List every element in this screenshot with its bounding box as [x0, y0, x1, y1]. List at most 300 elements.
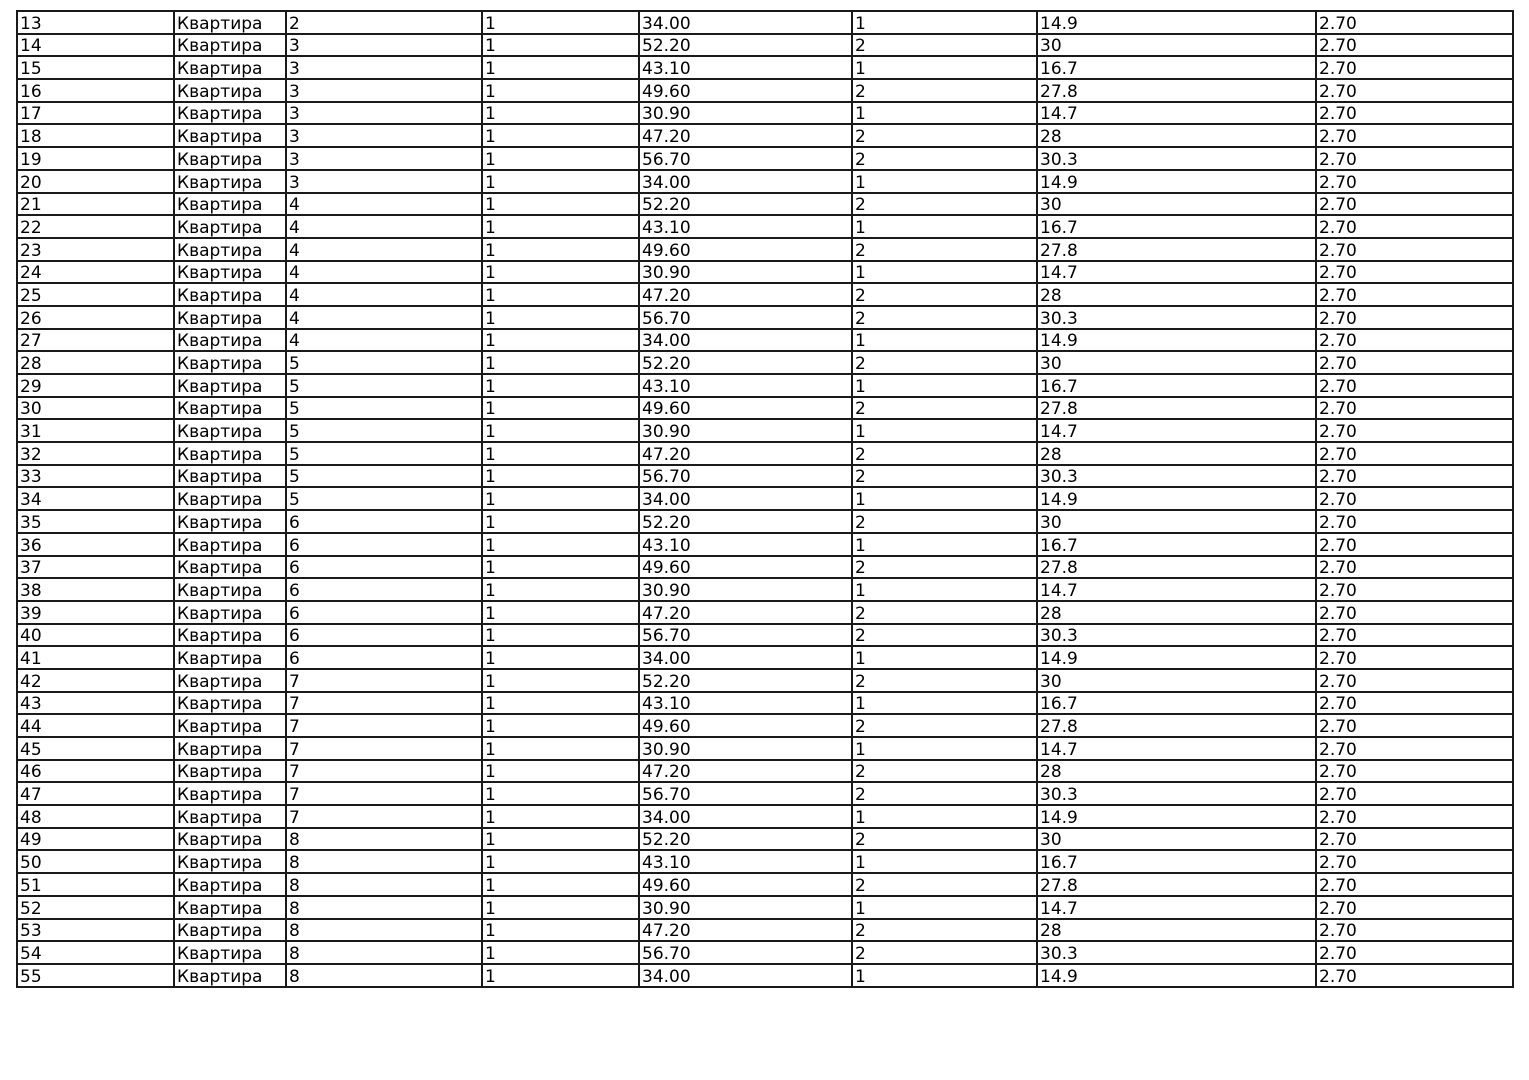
table-row: [17, 601, 1513, 624]
cell-ceiling-height: 2.70: [1316, 283, 1513, 306]
cell-floor: 3: [286, 102, 482, 125]
cell-total-area: 34.00: [639, 487, 852, 510]
cell-rooms: 2: [852, 601, 1037, 624]
cell-ceiling-height: 2.70: [1316, 850, 1513, 873]
cell-floor: 6: [286, 510, 482, 533]
cell-total-area: 43.10: [639, 850, 852, 873]
cell-total-area: 52.20: [639, 193, 852, 216]
cell-level: 1: [482, 601, 639, 624]
cell-living-area: 27.8: [1037, 79, 1316, 102]
cell-total-area: 34.00: [639, 805, 852, 828]
cell-level: 1: [482, 624, 639, 647]
cell-type: Квартира: [174, 714, 286, 737]
cell-living-area: 30.3: [1037, 147, 1316, 170]
cell-type: Квартира: [174, 487, 286, 510]
cell-ceiling-height: 2.70: [1316, 533, 1513, 556]
table-row: [17, 124, 1513, 147]
cell-ceiling-height: 2.70: [1316, 624, 1513, 647]
cell-living-area: 16.7: [1037, 850, 1316, 873]
cell-living-area: 14.7: [1037, 102, 1316, 125]
cell-total-area: 56.70: [639, 941, 852, 964]
table-row: [17, 442, 1513, 465]
cell-number: 37: [17, 556, 174, 579]
cell-ceiling-height: 2.70: [1316, 442, 1513, 465]
cell-rooms: 1: [852, 578, 1037, 601]
table-row: [17, 828, 1513, 851]
cell-floor: 5: [286, 442, 482, 465]
cell-rooms: 2: [852, 669, 1037, 692]
cell-level: 1: [482, 11, 639, 34]
cell-type: Квартира: [174, 238, 286, 261]
cell-number: 48: [17, 805, 174, 828]
table-row: [17, 850, 1513, 873]
cell-total-area: 30.90: [639, 419, 852, 442]
cell-ceiling-height: 2.70: [1316, 828, 1513, 851]
cell-level: 1: [482, 556, 639, 579]
cell-living-area: 28: [1037, 760, 1316, 783]
cell-ceiling-height: 2.70: [1316, 329, 1513, 352]
cell-type: Квартира: [174, 964, 286, 987]
cell-floor: 7: [286, 760, 482, 783]
table-row: [17, 102, 1513, 125]
cell-type: Квартира: [174, 805, 286, 828]
cell-ceiling-height: 2.70: [1316, 34, 1513, 57]
cell-floor: 6: [286, 578, 482, 601]
cell-rooms: 2: [852, 34, 1037, 57]
cell-type: Квартира: [174, 873, 286, 896]
cell-rooms: 2: [852, 941, 1037, 964]
table-row: [17, 533, 1513, 556]
cell-level: 1: [482, 261, 639, 284]
cell-number: 50: [17, 850, 174, 873]
cell-type: Квартира: [174, 941, 286, 964]
cell-ceiling-height: 2.70: [1316, 170, 1513, 193]
cell-number: 33: [17, 465, 174, 488]
table-row: [17, 510, 1513, 533]
cell-ceiling-height: 2.70: [1316, 306, 1513, 329]
cell-level: 1: [482, 102, 639, 125]
cell-floor: 7: [286, 669, 482, 692]
table-row: [17, 419, 1513, 442]
cell-number: 20: [17, 170, 174, 193]
cell-total-area: 34.00: [639, 646, 852, 669]
cell-living-area: 30: [1037, 828, 1316, 851]
cell-type: Квартира: [174, 919, 286, 942]
cell-total-area: 30.90: [639, 102, 852, 125]
cell-living-area: 14.9: [1037, 646, 1316, 669]
table-row: [17, 329, 1513, 352]
cell-level: 1: [482, 442, 639, 465]
cell-type: Квартира: [174, 760, 286, 783]
cell-total-area: 56.70: [639, 306, 852, 329]
cell-number: 54: [17, 941, 174, 964]
table-row: [17, 964, 1513, 987]
cell-number: 26: [17, 306, 174, 329]
table-row: [17, 397, 1513, 420]
cell-ceiling-height: 2.70: [1316, 374, 1513, 397]
cell-floor: 3: [286, 56, 482, 79]
cell-number: 17: [17, 102, 174, 125]
cell-total-area: 43.10: [639, 374, 852, 397]
cell-ceiling-height: 2.70: [1316, 919, 1513, 942]
cell-floor: 8: [286, 919, 482, 942]
cell-total-area: 49.60: [639, 873, 852, 896]
cell-type: Квартира: [174, 79, 286, 102]
cell-floor: 3: [286, 170, 482, 193]
cell-rooms: 1: [852, 646, 1037, 669]
cell-level: 1: [482, 124, 639, 147]
cell-floor: 2: [286, 11, 482, 34]
cell-type: Квартира: [174, 624, 286, 647]
cell-ceiling-height: 2.70: [1316, 215, 1513, 238]
cell-total-area: 52.20: [639, 669, 852, 692]
cell-number: 40: [17, 624, 174, 647]
cell-floor: 5: [286, 465, 482, 488]
cell-living-area: 30.3: [1037, 465, 1316, 488]
cell-rooms: 1: [852, 11, 1037, 34]
cell-living-area: 16.7: [1037, 692, 1316, 715]
cell-total-area: 49.60: [639, 397, 852, 420]
table-row: [17, 692, 1513, 715]
cell-ceiling-height: 2.70: [1316, 465, 1513, 488]
cell-type: Квартира: [174, 11, 286, 34]
cell-rooms: 1: [852, 215, 1037, 238]
cell-number: 28: [17, 351, 174, 374]
cell-rooms: 1: [852, 170, 1037, 193]
table-row: [17, 941, 1513, 964]
cell-number: 14: [17, 34, 174, 57]
cell-level: 1: [482, 329, 639, 352]
cell-number: 24: [17, 261, 174, 284]
cell-type: Квартира: [174, 442, 286, 465]
cell-floor: 5: [286, 419, 482, 442]
table-row: [17, 487, 1513, 510]
cell-rooms: 2: [852, 442, 1037, 465]
cell-level: 1: [482, 692, 639, 715]
cell-floor: 4: [286, 306, 482, 329]
cell-ceiling-height: 2.70: [1316, 760, 1513, 783]
document-page: [16, 10, 1512, 988]
cell-ceiling-height: 2.70: [1316, 896, 1513, 919]
cell-type: Квартира: [174, 306, 286, 329]
table-row: [17, 56, 1513, 79]
cell-living-area: 14.7: [1037, 896, 1316, 919]
cell-floor: 4: [286, 261, 482, 284]
cell-type: Квартира: [174, 193, 286, 216]
cell-type: Квартира: [174, 510, 286, 533]
cell-type: Квартира: [174, 374, 286, 397]
table-row: [17, 79, 1513, 102]
cell-level: 1: [482, 306, 639, 329]
cell-total-area: 56.70: [639, 624, 852, 647]
cell-living-area: 28: [1037, 283, 1316, 306]
cell-ceiling-height: 2.70: [1316, 601, 1513, 624]
cell-level: 1: [482, 193, 639, 216]
cell-level: 1: [482, 805, 639, 828]
table-row: [17, 170, 1513, 193]
cell-total-area: 47.20: [639, 442, 852, 465]
cell-level: 1: [482, 919, 639, 942]
table-row: [17, 760, 1513, 783]
cell-floor: 6: [286, 624, 482, 647]
cell-ceiling-height: 2.70: [1316, 782, 1513, 805]
table-row: [17, 714, 1513, 737]
cell-number: 18: [17, 124, 174, 147]
cell-living-area: 27.8: [1037, 873, 1316, 896]
cell-ceiling-height: 2.70: [1316, 805, 1513, 828]
cell-rooms: 2: [852, 351, 1037, 374]
cell-rooms: 2: [852, 624, 1037, 647]
cell-number: 27: [17, 329, 174, 352]
cell-floor: 5: [286, 487, 482, 510]
cell-living-area: 30: [1037, 669, 1316, 692]
cell-total-area: 52.20: [639, 828, 852, 851]
cell-number: 55: [17, 964, 174, 987]
cell-level: 1: [482, 238, 639, 261]
cell-level: 1: [482, 351, 639, 374]
cell-number: 39: [17, 601, 174, 624]
cell-living-area: 14.7: [1037, 737, 1316, 760]
cell-level: 1: [482, 397, 639, 420]
cell-living-area: 30: [1037, 510, 1316, 533]
cell-total-area: 49.60: [639, 714, 852, 737]
cell-number: 41: [17, 646, 174, 669]
cell-type: Квартира: [174, 896, 286, 919]
table-row: [17, 34, 1513, 57]
cell-rooms: 2: [852, 79, 1037, 102]
cell-living-area: 27.8: [1037, 556, 1316, 579]
cell-living-area: 30.3: [1037, 941, 1316, 964]
cell-rooms: 2: [852, 147, 1037, 170]
table-row: [17, 11, 1513, 34]
cell-ceiling-height: 2.70: [1316, 964, 1513, 987]
cell-type: Квартира: [174, 215, 286, 238]
cell-number: 46: [17, 760, 174, 783]
cell-living-area: 14.9: [1037, 329, 1316, 352]
cell-level: 1: [482, 79, 639, 102]
cell-floor: 7: [286, 737, 482, 760]
cell-living-area: 16.7: [1037, 533, 1316, 556]
cell-type: Квартира: [174, 283, 286, 306]
table-row: [17, 805, 1513, 828]
cell-number: 25: [17, 283, 174, 306]
table-row: [17, 556, 1513, 579]
cell-number: 31: [17, 419, 174, 442]
cell-floor: 6: [286, 646, 482, 669]
cell-total-area: 47.20: [639, 601, 852, 624]
cell-total-area: 56.70: [639, 465, 852, 488]
table-row: [17, 646, 1513, 669]
cell-floor: 6: [286, 533, 482, 556]
cell-total-area: 47.20: [639, 283, 852, 306]
cell-total-area: 30.90: [639, 737, 852, 760]
cell-number: 44: [17, 714, 174, 737]
cell-living-area: 28: [1037, 124, 1316, 147]
table-row: [17, 283, 1513, 306]
cell-number: 47: [17, 782, 174, 805]
cell-level: 1: [482, 533, 639, 556]
cell-number: 16: [17, 79, 174, 102]
cell-rooms: 2: [852, 124, 1037, 147]
cell-total-area: 34.00: [639, 11, 852, 34]
cell-ceiling-height: 2.70: [1316, 261, 1513, 284]
cell-total-area: 43.10: [639, 56, 852, 79]
cell-type: Квартира: [174, 102, 286, 125]
cell-type: Квартира: [174, 170, 286, 193]
cell-total-area: 49.60: [639, 238, 852, 261]
cell-living-area: 28: [1037, 919, 1316, 942]
table-row: [17, 306, 1513, 329]
cell-number: 13: [17, 11, 174, 34]
cell-type: Квартира: [174, 578, 286, 601]
cell-ceiling-height: 2.70: [1316, 11, 1513, 34]
cell-rooms: 1: [852, 261, 1037, 284]
cell-level: 1: [482, 737, 639, 760]
table-row: [17, 465, 1513, 488]
cell-total-area: 52.20: [639, 510, 852, 533]
table-row: [17, 351, 1513, 374]
cell-living-area: 28: [1037, 601, 1316, 624]
cell-rooms: 2: [852, 782, 1037, 805]
cell-level: 1: [482, 147, 639, 170]
cell-total-area: 47.20: [639, 760, 852, 783]
cell-ceiling-height: 2.70: [1316, 714, 1513, 737]
cell-type: Квартира: [174, 850, 286, 873]
table-row: [17, 782, 1513, 805]
cell-ceiling-height: 2.70: [1316, 397, 1513, 420]
cell-level: 1: [482, 34, 639, 57]
cell-living-area: 27.8: [1037, 714, 1316, 737]
cell-total-area: 52.20: [639, 34, 852, 57]
cell-floor: 3: [286, 124, 482, 147]
cell-total-area: 47.20: [639, 919, 852, 942]
cell-living-area: 27.8: [1037, 238, 1316, 261]
cell-ceiling-height: 2.70: [1316, 737, 1513, 760]
cell-living-area: 14.9: [1037, 805, 1316, 828]
cell-type: Квартира: [174, 782, 286, 805]
cell-floor: 3: [286, 34, 482, 57]
cell-level: 1: [482, 465, 639, 488]
cell-living-area: 16.7: [1037, 374, 1316, 397]
cell-type: Квартира: [174, 419, 286, 442]
cell-rooms: 2: [852, 919, 1037, 942]
cell-total-area: 30.90: [639, 578, 852, 601]
cell-total-area: 30.90: [639, 896, 852, 919]
table-row: [17, 737, 1513, 760]
cell-type: Квартира: [174, 601, 286, 624]
cell-level: 1: [482, 170, 639, 193]
table-row: [17, 238, 1513, 261]
cell-ceiling-height: 2.70: [1316, 578, 1513, 601]
cell-ceiling-height: 2.70: [1316, 487, 1513, 510]
cell-total-area: 43.10: [639, 692, 852, 715]
cell-number: 52: [17, 896, 174, 919]
cell-number: 29: [17, 374, 174, 397]
cell-ceiling-height: 2.70: [1316, 147, 1513, 170]
cell-floor: 8: [286, 941, 482, 964]
cell-level: 1: [482, 873, 639, 896]
cell-floor: 3: [286, 79, 482, 102]
cell-level: 1: [482, 487, 639, 510]
table-row: [17, 919, 1513, 942]
cell-rooms: 2: [852, 510, 1037, 533]
cell-rooms: 1: [852, 419, 1037, 442]
cell-living-area: 30: [1037, 193, 1316, 216]
cell-ceiling-height: 2.70: [1316, 193, 1513, 216]
cell-level: 1: [482, 964, 639, 987]
cell-rooms: 1: [852, 374, 1037, 397]
cell-floor: 4: [286, 283, 482, 306]
cell-number: 43: [17, 692, 174, 715]
cell-ceiling-height: 2.70: [1316, 941, 1513, 964]
cell-type: Квартира: [174, 737, 286, 760]
cell-rooms: 2: [852, 306, 1037, 329]
cell-ceiling-height: 2.70: [1316, 351, 1513, 374]
cell-rooms: 2: [852, 556, 1037, 579]
cell-ceiling-height: 2.70: [1316, 419, 1513, 442]
cell-total-area: 49.60: [639, 556, 852, 579]
cell-floor: 4: [286, 238, 482, 261]
cell-level: 1: [482, 419, 639, 442]
cell-number: 15: [17, 56, 174, 79]
cell-living-area: 28: [1037, 442, 1316, 465]
cell-rooms: 1: [852, 56, 1037, 79]
cell-ceiling-height: 2.70: [1316, 646, 1513, 669]
table-body: [17, 11, 1513, 987]
cell-floor: 5: [286, 374, 482, 397]
cell-living-area: 16.7: [1037, 215, 1316, 238]
table-row: [17, 215, 1513, 238]
cell-level: 1: [482, 510, 639, 533]
cell-level: 1: [482, 828, 639, 851]
cell-type: Квартира: [174, 147, 286, 170]
cell-ceiling-height: 2.70: [1316, 124, 1513, 147]
cell-number: 49: [17, 828, 174, 851]
cell-total-area: 56.70: [639, 782, 852, 805]
cell-floor: 8: [286, 873, 482, 896]
cell-ceiling-height: 2.70: [1316, 56, 1513, 79]
cell-number: 42: [17, 669, 174, 692]
cell-number: 32: [17, 442, 174, 465]
table-row: [17, 578, 1513, 601]
cell-number: 34: [17, 487, 174, 510]
cell-living-area: 30.3: [1037, 624, 1316, 647]
cell-rooms: 2: [852, 397, 1037, 420]
cell-living-area: 14.9: [1037, 11, 1316, 34]
cell-floor: 4: [286, 329, 482, 352]
cell-type: Квартира: [174, 669, 286, 692]
cell-type: Квартира: [174, 351, 286, 374]
cell-living-area: 14.7: [1037, 261, 1316, 284]
table-row: [17, 624, 1513, 647]
cell-ceiling-height: 2.70: [1316, 238, 1513, 261]
cell-level: 1: [482, 374, 639, 397]
cell-number: 19: [17, 147, 174, 170]
cell-rooms: 2: [852, 238, 1037, 261]
cell-floor: 3: [286, 147, 482, 170]
cell-living-area: 14.9: [1037, 170, 1316, 193]
cell-number: 45: [17, 737, 174, 760]
cell-type: Квартира: [174, 329, 286, 352]
cell-rooms: 2: [852, 873, 1037, 896]
cell-rooms: 1: [852, 964, 1037, 987]
cell-level: 1: [482, 215, 639, 238]
cell-total-area: 34.00: [639, 170, 852, 193]
cell-floor: 5: [286, 351, 482, 374]
cell-floor: 6: [286, 556, 482, 579]
cell-living-area: 14.7: [1037, 578, 1316, 601]
cell-number: 38: [17, 578, 174, 601]
